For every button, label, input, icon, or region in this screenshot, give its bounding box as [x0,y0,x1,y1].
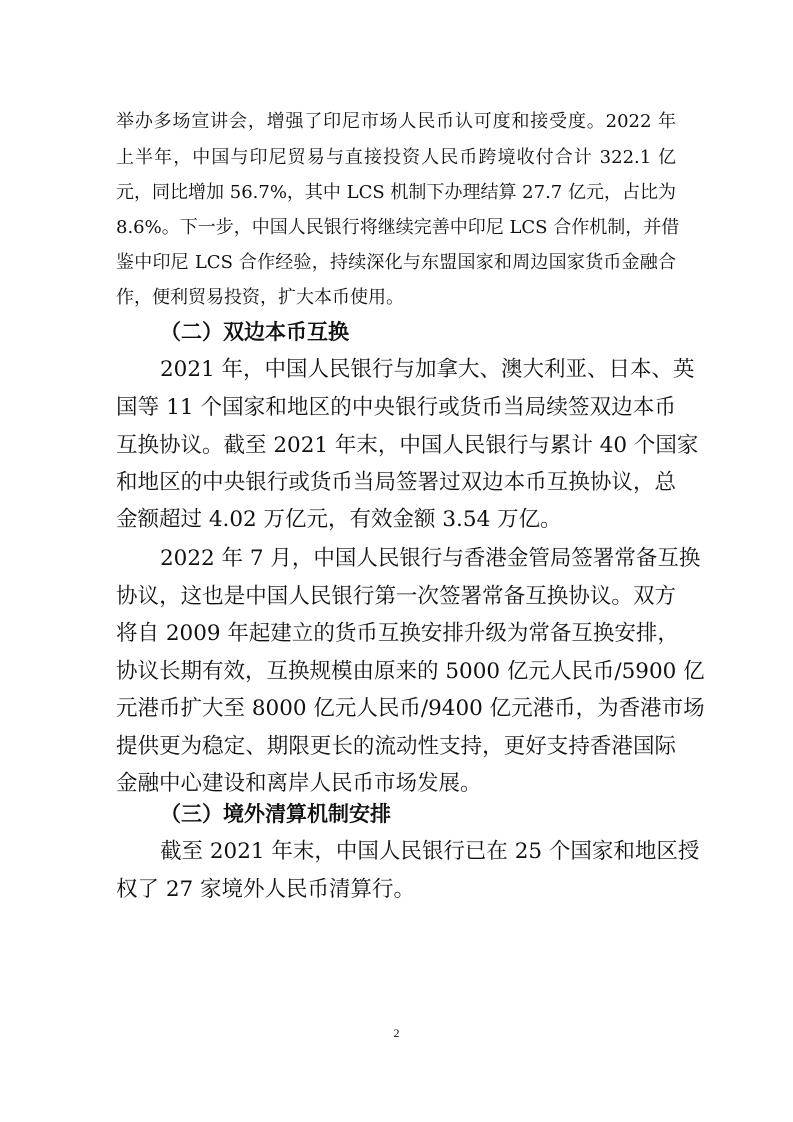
paragraph-2-line-4: 和地区的中央银行或货币当局签署过双边本币互换协议，总 [116,470,676,495]
paragraph-1-line-1: 举办多场宣讲会，增强了印尼市场人民币认可度和接受度。2022 年 [116,111,676,132]
paragraph-3-line-7: 金融中心建设和离岸人民币市场发展。 [116,771,482,796]
paragraph-1-line-4: 8.6%。下一步，中国人民银行将继续完善中印尼 LCS 合作机制，并借 [116,217,680,238]
paragraph-3-line-4: 协议长期有效，互换规模由原来的 5000 亿元人民币/5900 亿 [116,659,705,684]
paragraph-2-line-5: 金额超过 4.02 万亿元，有效金额 3.54 万亿。 [116,507,562,532]
paragraph-2-line-2: 国等 11 个国家和地区的中央银行或货币当局续签双边本币 [116,395,676,420]
paragraph-1-line-6: 作，便利贸易投资，扩大本币使用。 [116,287,404,308]
paragraph-1-line-3: 元，同比增加 56.7%，其中 LCS 机制下办理结算 27.7 亿元，占比为 [116,182,676,203]
paragraph-1-line-2: 上半年，中国与印尼贸易与直接投资人民币跨境收付合计 322.1 亿 [116,147,676,168]
paragraph-3-line-5: 元港币扩大至 8000 亿元人民币/9400 亿元港币，为香港市场 [116,696,705,721]
paragraph-3-line-1: 2022 年 7 月，中国人民银行与香港金管局签署常备互换 [160,546,701,571]
paragraph-3-line-6: 提供更为稳定、期限更长的流动性支持，更好支持香港国际 [116,734,676,759]
paragraph-3-line-2: 协议，这也是中国人民银行第一次签署常备互换协议。双方 [116,584,676,609]
paragraph-2-line-3: 互换协议。截至 2021 年末，中国人民银行与累计 40 个国家 [116,433,699,458]
paragraph-2-line-1: 2021 年，中国人民银行与加拿大、澳大利亚、日本、英 [160,357,695,382]
paragraph-3-line-3: 将自 2009 年起建立的货币互换安排升级为常备互换安排， [116,621,679,646]
paragraph-4-line-2: 权了 27 家境外人民币清算行。 [116,877,416,902]
section-heading-2: （二）双边本币互换 [160,320,349,344]
page-number: 2 [393,1026,400,1040]
paragraph-1-line-5: 鉴中印尼 LCS 合作经验，持续深化与东盟国家和周边国家货币金融合 [116,252,676,273]
section-heading-3: （三）境外清算机制安排 [160,802,391,826]
paragraph-4-line-1: 截至 2021 年末，中国人民银行已在 25 个国家和地区授 [160,839,700,864]
